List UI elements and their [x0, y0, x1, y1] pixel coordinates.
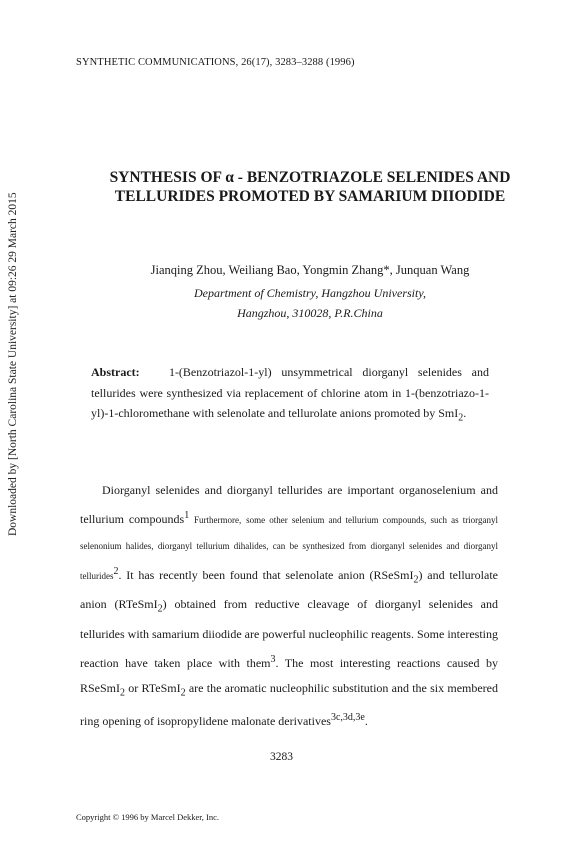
- body-sentence-end: .: [364, 714, 368, 729]
- body-sentence-8: are the aromatic nucleophilic substitution and the six membered ring opening of isopropylidene malonate derivatives: [80, 680, 498, 729]
- abstract: [91, 362, 489, 429]
- reference-1: 1: [184, 510, 190, 521]
- abstract-text: 1-(Benzotriazol-1-yl) unsymmetrical diorganyl selenides and tellurides were synthesized via replacement of chlorine atom in 1-(benzotriazo-1-yl)-1-chloromethane with selenolate and tellurolate anions promoted by SmI: [91, 365, 489, 420]
- reference-3: 3: [270, 653, 276, 665]
- paper-title-line-2: TELLURIDES PROMOTED BY SAMARIUM DIIODIDE: [114, 188, 506, 205]
- body-sentence-5: ) obtained from reductive cleavage of diorganyl selenides and tellurides with samarium diiodide are powerful nucleophilic reagents. Some interesting reaction have taken place with them: [80, 597, 498, 670]
- body-sentence-4: ) and tellurolate anion (RTeSmI: [80, 568, 498, 612]
- body-paragraph: [80, 478, 498, 734]
- reference-2: 2: [113, 566, 119, 577]
- subscript-1: 2: [413, 574, 419, 586]
- body-sentence-6: . The most interesting reactions caused by RSeSmI: [80, 655, 498, 695]
- body-furthermore: Furthermore,: [194, 515, 242, 525]
- abstract-subscript: 2: [458, 412, 464, 424]
- affiliation-line-1: Department of Chemistry, Hangzhou University,: [194, 286, 426, 300]
- copyright-notice: Copyright © 1996 by Marcel Dekker, Inc.: [76, 812, 220, 822]
- body-sentence-1: Diorganyl selenides and diorganyl tellurides are important organoselenium and tellurium compounds: [80, 483, 498, 526]
- subscript-4: 2: [180, 687, 186, 699]
- abstract-label: Abstract:: [91, 365, 140, 379]
- abstract-end: .: [463, 406, 467, 420]
- journal-citation: SYNTHETIC COMMUNICATIONS, 26(17), 3283–3288 (1996): [76, 57, 355, 68]
- subscript-2: 2: [157, 603, 163, 615]
- reference-4: 3c,3d,3e: [330, 712, 365, 724]
- author-list: Jianqing Zhou, Weiliang Bao, Yongmin Zhang*, Junquan Wang: [150, 263, 470, 277]
- paper-title-line-1: SYNTHESIS OF α - BENZOTRIAZOLE SELENIDES AND: [109, 169, 511, 186]
- affiliation-line-2: Hangzhou, 310028, P.R.China: [237, 306, 383, 320]
- subscript-3: 2: [120, 687, 126, 699]
- download-watermark: Downloaded by [North Carolina State University] at 09:26 29 March 2015: [7, 192, 19, 536]
- body-sentence-2: some other selenium and tellurium compounds, such as triorganyl selenonium halides, diorganyl tellurium dihalides, can be synthesized from diorganyl selenides and diorganyl tellurides: [80, 515, 499, 581]
- page-number: 3283: [270, 751, 293, 763]
- body-sentence-7: or RTeSmI: [125, 680, 181, 695]
- body-sentence-3: . It has recently been found that selenolate anion (RSeSmI: [118, 568, 414, 582]
